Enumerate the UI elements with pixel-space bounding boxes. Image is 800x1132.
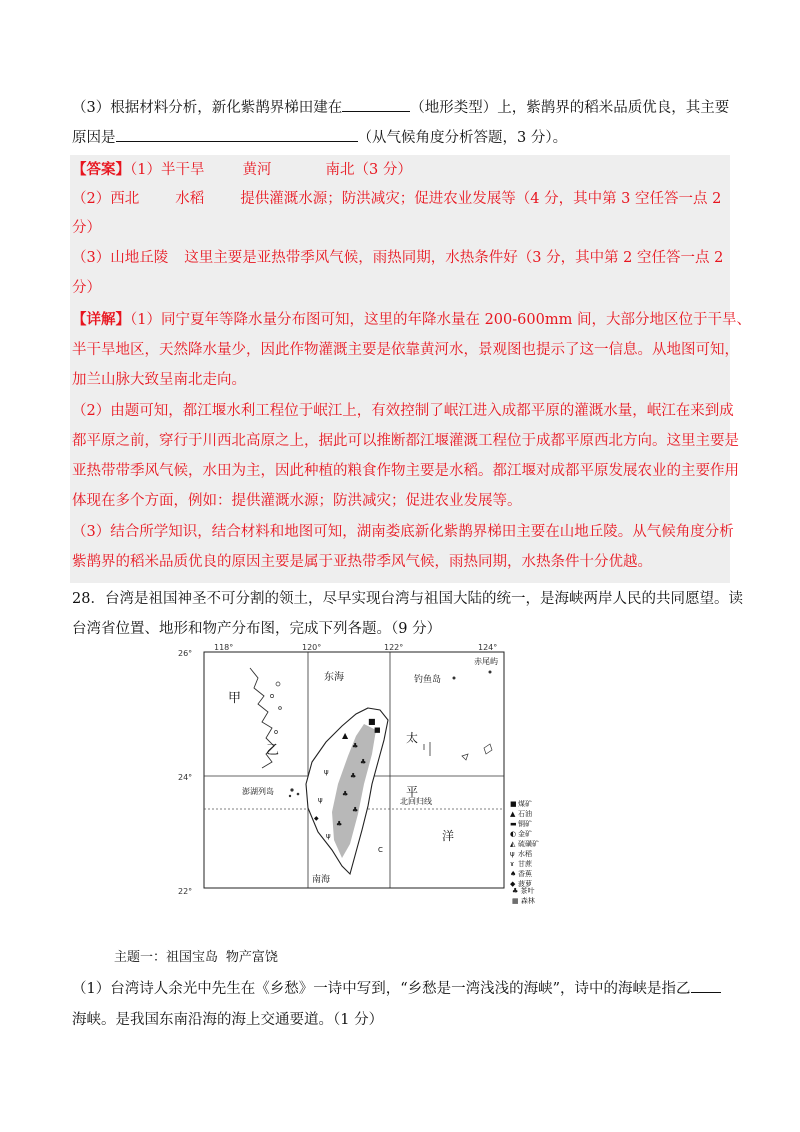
svg-text:◆: ◆ [314, 815, 319, 822]
q3-text-c: 原因是 [72, 130, 116, 146]
legend-extra [512, 886, 535, 906]
label-yi: 乙 [266, 743, 280, 758]
detail-line-4: （2）由题可知，都江堰水利工程位于岷江上，有效控制了岷江进入成都平原的灌溉水量，岷江在来到成 [72, 403, 734, 419]
answer-line-1 [72, 160, 726, 180]
q3-line-2 [72, 127, 726, 148]
label-nanhai: 南海 [312, 875, 331, 885]
detail-tag: 【详解】 [72, 311, 130, 328]
answer-blank-reason[interactable] [116, 127, 358, 142]
label-tropic: 北回归线 [400, 797, 432, 806]
lon-118: 118° [214, 643, 234, 652]
q3-line-1 [72, 97, 730, 118]
q3-text-a: （3）根据材料分析，新化紫鹊界梯田建在 [72, 100, 343, 116]
detail-line-5: 都平原之前，穿行于川西北高原之上，据此可以推断都江堰灌溉工程位于成都平原西北方向。这里主要是 [72, 433, 739, 449]
theme-q1-line-2: 海峡。是我国东南沿海的海上交通要道。（1 分） [72, 1012, 384, 1028]
copper-icon: ▬ [510, 820, 517, 828]
legend-sulfur: 硫磺矿 [518, 840, 539, 848]
detail-line-2: 半干旱地区，天然降水量少，因此作物灌溉主要是依靠黄河水，景观图也提示了这一信息。从地图可知， [72, 342, 739, 358]
label-diaoyu: 钓鱼岛 [414, 675, 442, 685]
legend-coal: 煤矿 [518, 800, 532, 808]
answer-blank-terrain[interactable] [342, 97, 410, 112]
lon-124: 124° [478, 643, 498, 652]
legend-rice: 水稻 [518, 850, 532, 858]
rice-icon: ψ [510, 850, 515, 858]
q3-text-d: （从气候角度分析答题，3 分）。 [357, 130, 568, 146]
svg-text:ψ: ψ [326, 832, 331, 840]
answer-line-5: 分） [72, 280, 101, 296]
svg-text:♣: ♣ [336, 820, 343, 828]
map-legend [510, 799, 539, 888]
answer-line-2 [72, 189, 726, 209]
answer-1-1: （1）半干旱 [130, 162, 205, 178]
coal-icon: ■ [510, 800, 517, 808]
legend-tea: 茶叶 [520, 887, 535, 895]
svg-text:♣: ♣ [352, 742, 359, 750]
lat-22: 22° [178, 887, 193, 896]
label-jia: 甲 [228, 691, 242, 706]
detail-line-9: 紫鹊界的稻米品质优良的原因主要是属于亚热带季风气候，雨热同期，水热条件十分优越。 [72, 554, 652, 570]
svg-text:▲: ▲ [342, 731, 349, 740]
answer-line-4 [72, 248, 726, 268]
lat-24: 24° [178, 773, 193, 782]
detail-1-1: （1）同宁夏年等降水量分布图可知，这里的年降水量在 200-600mm 间，大部分地区位于干旱、 [130, 312, 751, 328]
label-c: C [378, 846, 383, 854]
svg-text:♣: ♣ [350, 772, 357, 780]
detail-line-1 [72, 310, 751, 330]
theme-title: 主题一：祖国宝岛 物产富饶 [114, 950, 278, 965]
theme-q1-line-1 [72, 978, 726, 999]
q28-line-1: 28．台湾是祖国神圣不可分割的领土，尽早实现台湾与祖国大陆的统一，是海峡两岸人民的共同愿望。读 [72, 591, 743, 607]
pineapple-icon: ◆ [510, 880, 516, 888]
label-tai: 太 [406, 731, 419, 745]
legend-oil: 石油 [518, 810, 532, 818]
answer-blank-strait[interactable] [691, 978, 721, 993]
legend-gold: 金矿 [518, 830, 532, 838]
answer-2-1: （2）西北 [72, 191, 140, 207]
detail-line-7: 体现在多个方面，例如：提供灌溉水源；防洪减灾；促进农业发展等。 [72, 493, 522, 509]
legend-row-tea [512, 886, 535, 896]
q3-text-b: （地形类型）上，紫鹊界的稻米品质优良，其主要 [410, 100, 730, 116]
answer-tag: 【答案】 [72, 161, 130, 178]
svg-text:■: ■ [374, 726, 381, 734]
sulfur-icon: ◭ [510, 840, 516, 848]
legend-forest: 森林 [520, 897, 535, 905]
legend-sugarcane: 甘蔗 [518, 860, 532, 868]
detail-line-6: 亚热带带季风气候，水田为主，因此种植的粮食作物主要是水稻。都江堰对成都平原发展农业的主要作用 [72, 463, 739, 479]
answer-line-3: 分） [72, 220, 101, 236]
svg-text:♣: ♣ [360, 758, 367, 766]
sugarcane-icon: ɤ [510, 860, 515, 868]
lat-26: 26° [178, 649, 193, 658]
answer-2-3: 提供灌溉水源；防洪减灾；促进农业发展等（4 分，其中第 3 空任答一点 2 [240, 191, 722, 207]
legend-row-forest [512, 896, 535, 906]
banana-icon: ♠ [510, 870, 517, 878]
q28-line-2: 台湾省位置、地形和物产分布图，完成下列各题。（9 分） [72, 621, 442, 637]
lon-120: 120° [302, 643, 322, 652]
gold-icon: ◐ [510, 830, 517, 838]
tea-icon: ♣ [512, 887, 519, 895]
label-yang: 洋 [442, 829, 455, 843]
theme-q1-text: （1）台湾诗人余光中先生在《乡愁》一诗中写到，“乡愁是一湾浅浅的海峡”，诗中的海峡是指乙 [72, 981, 691, 997]
svg-text:ψ: ψ [318, 796, 323, 804]
answer-1-2: 黄河 [242, 162, 272, 178]
answer-3-1: （3）山地丘陵 [72, 250, 169, 266]
label-donghai: 东海 [324, 672, 344, 683]
answer-2-2: 水稻 [175, 191, 205, 207]
detail-line-3: 加兰山脉大致呈南北走向。 [72, 372, 246, 388]
svg-text:ψ: ψ [324, 768, 329, 776]
label-chiwei: 赤尾屿 [474, 657, 498, 666]
svg-text:♣: ♣ [352, 806, 359, 814]
label-penghu: 澎湖列岛 [242, 787, 274, 796]
legend-banana: 香蕉 [518, 870, 532, 878]
lon-122: 122° [384, 643, 404, 652]
legend-pineapple: 菠萝 [518, 880, 532, 888]
answer-3-2: 这里主要是亚热带季风气候，雨热同期，水热条件好（3 分，其中第 2 空任答一点 2 [184, 250, 724, 266]
label-ping: 平 [406, 785, 419, 799]
svg-text:♣: ♣ [342, 790, 349, 798]
svg-text:■: ■ [368, 717, 376, 726]
forest-icon: ▦ [512, 897, 519, 905]
legend-copper: 铜矿 [518, 820, 532, 828]
detail-line-8: （3）结合所学知识，结合材料和地图可知，湖南娄底新化紫鹊界梯田主要在山地丘陵。从气候角度分析 [72, 524, 734, 540]
oil-icon: ▲ [510, 810, 516, 818]
answer-1-3: 南北（3 分） [325, 162, 412, 178]
